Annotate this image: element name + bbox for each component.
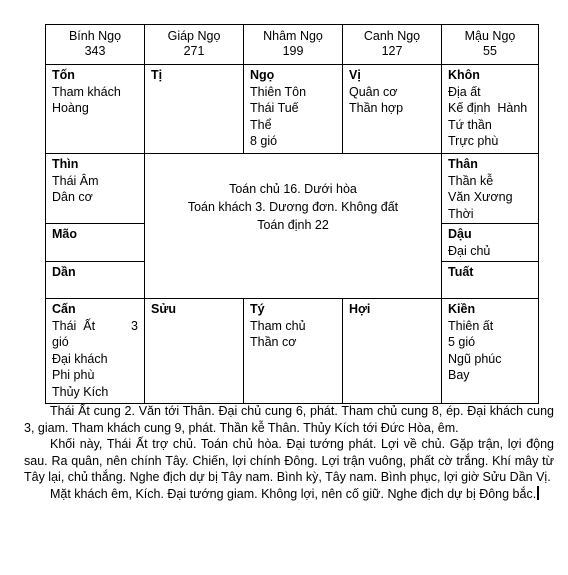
palace-title: Kiền	[448, 302, 476, 316]
header-cell-1	[45, 24, 145, 65]
palace-ngo	[243, 64, 343, 154]
palace-title: Mão	[52, 227, 77, 241]
palace-hoi	[342, 298, 442, 404]
palace-title: Hợi	[349, 302, 371, 316]
palace-line: Trực phù	[448, 134, 499, 148]
palace-line: Hoàng	[52, 101, 89, 115]
palace-line: Thời	[448, 206, 474, 221]
palace-first-line	[52, 318, 138, 335]
palace-line: Quân cơ	[349, 84, 398, 99]
palace-title: Ngọ	[250, 68, 275, 82]
header-cell-5	[441, 24, 539, 65]
palace-can	[45, 298, 145, 404]
center-line: Toán định 22	[257, 218, 329, 232]
header-name: Nhâm Ngọ	[263, 29, 323, 43]
palace-title: Khôn	[448, 68, 480, 82]
palace-title: Dần	[52, 265, 76, 279]
palace-title: Tuất	[448, 265, 474, 279]
header-name: Mậu Ngọ	[464, 29, 516, 43]
header-cell-2	[144, 24, 244, 65]
header-number: 127	[381, 44, 403, 58]
palace-line: 5 gió	[448, 335, 476, 349]
header-cell-3	[243, 24, 343, 65]
palace-line: Thần cơ	[250, 335, 297, 349]
palace-line: Tứ thần	[448, 117, 492, 132]
palace-than	[441, 153, 539, 224]
palace-title: Vị	[349, 68, 361, 82]
palace-title: Tị	[151, 68, 163, 82]
palace-ty	[243, 298, 343, 404]
palace-suu	[144, 298, 244, 404]
palace-line: Văn Xương	[448, 190, 513, 204]
palace-dan	[45, 261, 145, 299]
palace-line: Thủy Kích	[52, 384, 109, 399]
palace-line: Thái Âm	[52, 173, 99, 188]
palace-line: Bay	[448, 368, 470, 382]
grid-board	[45, 24, 539, 404]
palace-thin	[45, 153, 145, 224]
header-cell-4	[342, 24, 442, 65]
palace-line: Thiên Tôn	[250, 84, 307, 99]
header-name: Canh Ngọ	[363, 29, 421, 43]
header-number: 55	[483, 44, 497, 58]
palace-khon	[441, 64, 539, 154]
paragraph-1: Thái Ất cung 2. Văn tới Thân. Đại chủ cung 6, phát. Tham chủ cung 8, ép. Đại khách cung 3, giam. Tham khách cung 9, phát. Thần kễ Thân. Thủy Kích tới Đức Hòa, êm.	[24, 404, 554, 435]
header-number: 199	[282, 44, 304, 58]
palace-title: Thìn	[52, 157, 79, 171]
palace-line: Thần hợp	[349, 101, 404, 115]
palace-title: Tý	[250, 302, 265, 316]
palace-line: gió	[52, 335, 69, 349]
palace-line: Thể	[250, 117, 272, 132]
palace-line: 3	[131, 318, 138, 333]
palace-line: Đại khách	[52, 351, 108, 366]
palace-tuat	[441, 261, 539, 299]
header-name: Bính Ngọ	[68, 29, 122, 43]
palace-line: Địa ất	[448, 84, 481, 99]
paragraph-3	[24, 486, 554, 503]
paragraph-3-text: Mặt khách êm, Kích. Đại tướng giam. Không lợi, nên cố giữ. Nghe địch dự bị Đông bắc.	[50, 486, 537, 501]
palace-line: Thái Ất	[52, 318, 96, 333]
palace-line: Phi phù	[52, 368, 95, 382]
palace-line: Tham chủ	[250, 318, 306, 333]
palace-title: Thân	[448, 157, 478, 171]
palace-line: Đại chủ	[448, 243, 491, 258]
palace-title: Tốn	[52, 68, 75, 82]
text-cursor	[537, 486, 539, 500]
palace-ton	[45, 64, 145, 154]
center-line: Toán khách 3. Dương đơn. Không đất	[187, 200, 399, 214]
body-text[interactable]	[24, 403, 554, 502]
header-number: 343	[84, 44, 106, 58]
palace-line: Kế định Hành	[448, 101, 528, 115]
palace-title: Sửu	[151, 302, 177, 316]
palace-vi	[342, 64, 442, 154]
palace-line: 8 gió	[250, 134, 278, 148]
header-number: 271	[183, 44, 205, 58]
palace-title: Dậu	[448, 227, 472, 241]
palace-line: Thiên ất	[448, 318, 494, 333]
palace-dau	[441, 223, 539, 262]
palace-line: Ngũ phúc	[448, 351, 502, 366]
center-line: Toán chủ 16. Dưới hòa	[229, 182, 357, 196]
header-name: Giáp Ngọ	[167, 29, 221, 43]
palace-kien	[441, 298, 539, 404]
palace-line: Dân cơ	[52, 190, 93, 204]
paragraph-2: Khối này, Thái Ất trợ chủ. Toán chủ hòa. Đại tướng phát. Lợi về chủ. Gặp trận, lợi động sau. Ra quân, nên chính Tây. Chiến, lợi chính Đông. Lợi trận vuông, phất cờ trắng. Khí mây từ Tây lại, chủ thắng. Nghe địch dự bị Tây nam. Bình kỳ, Tây nam. Bình phục, lợi giờ Sửu Dần Vị.	[24, 437, 554, 484]
palace-mao	[45, 223, 145, 262]
center-panel	[144, 153, 442, 299]
palace-line: Tham khách	[52, 84, 121, 99]
palace-title: Cấn	[52, 302, 76, 316]
palace-ti	[144, 64, 244, 154]
palace-line: Thần kễ	[448, 173, 494, 188]
palace-line: Thái Tuế	[250, 101, 299, 115]
